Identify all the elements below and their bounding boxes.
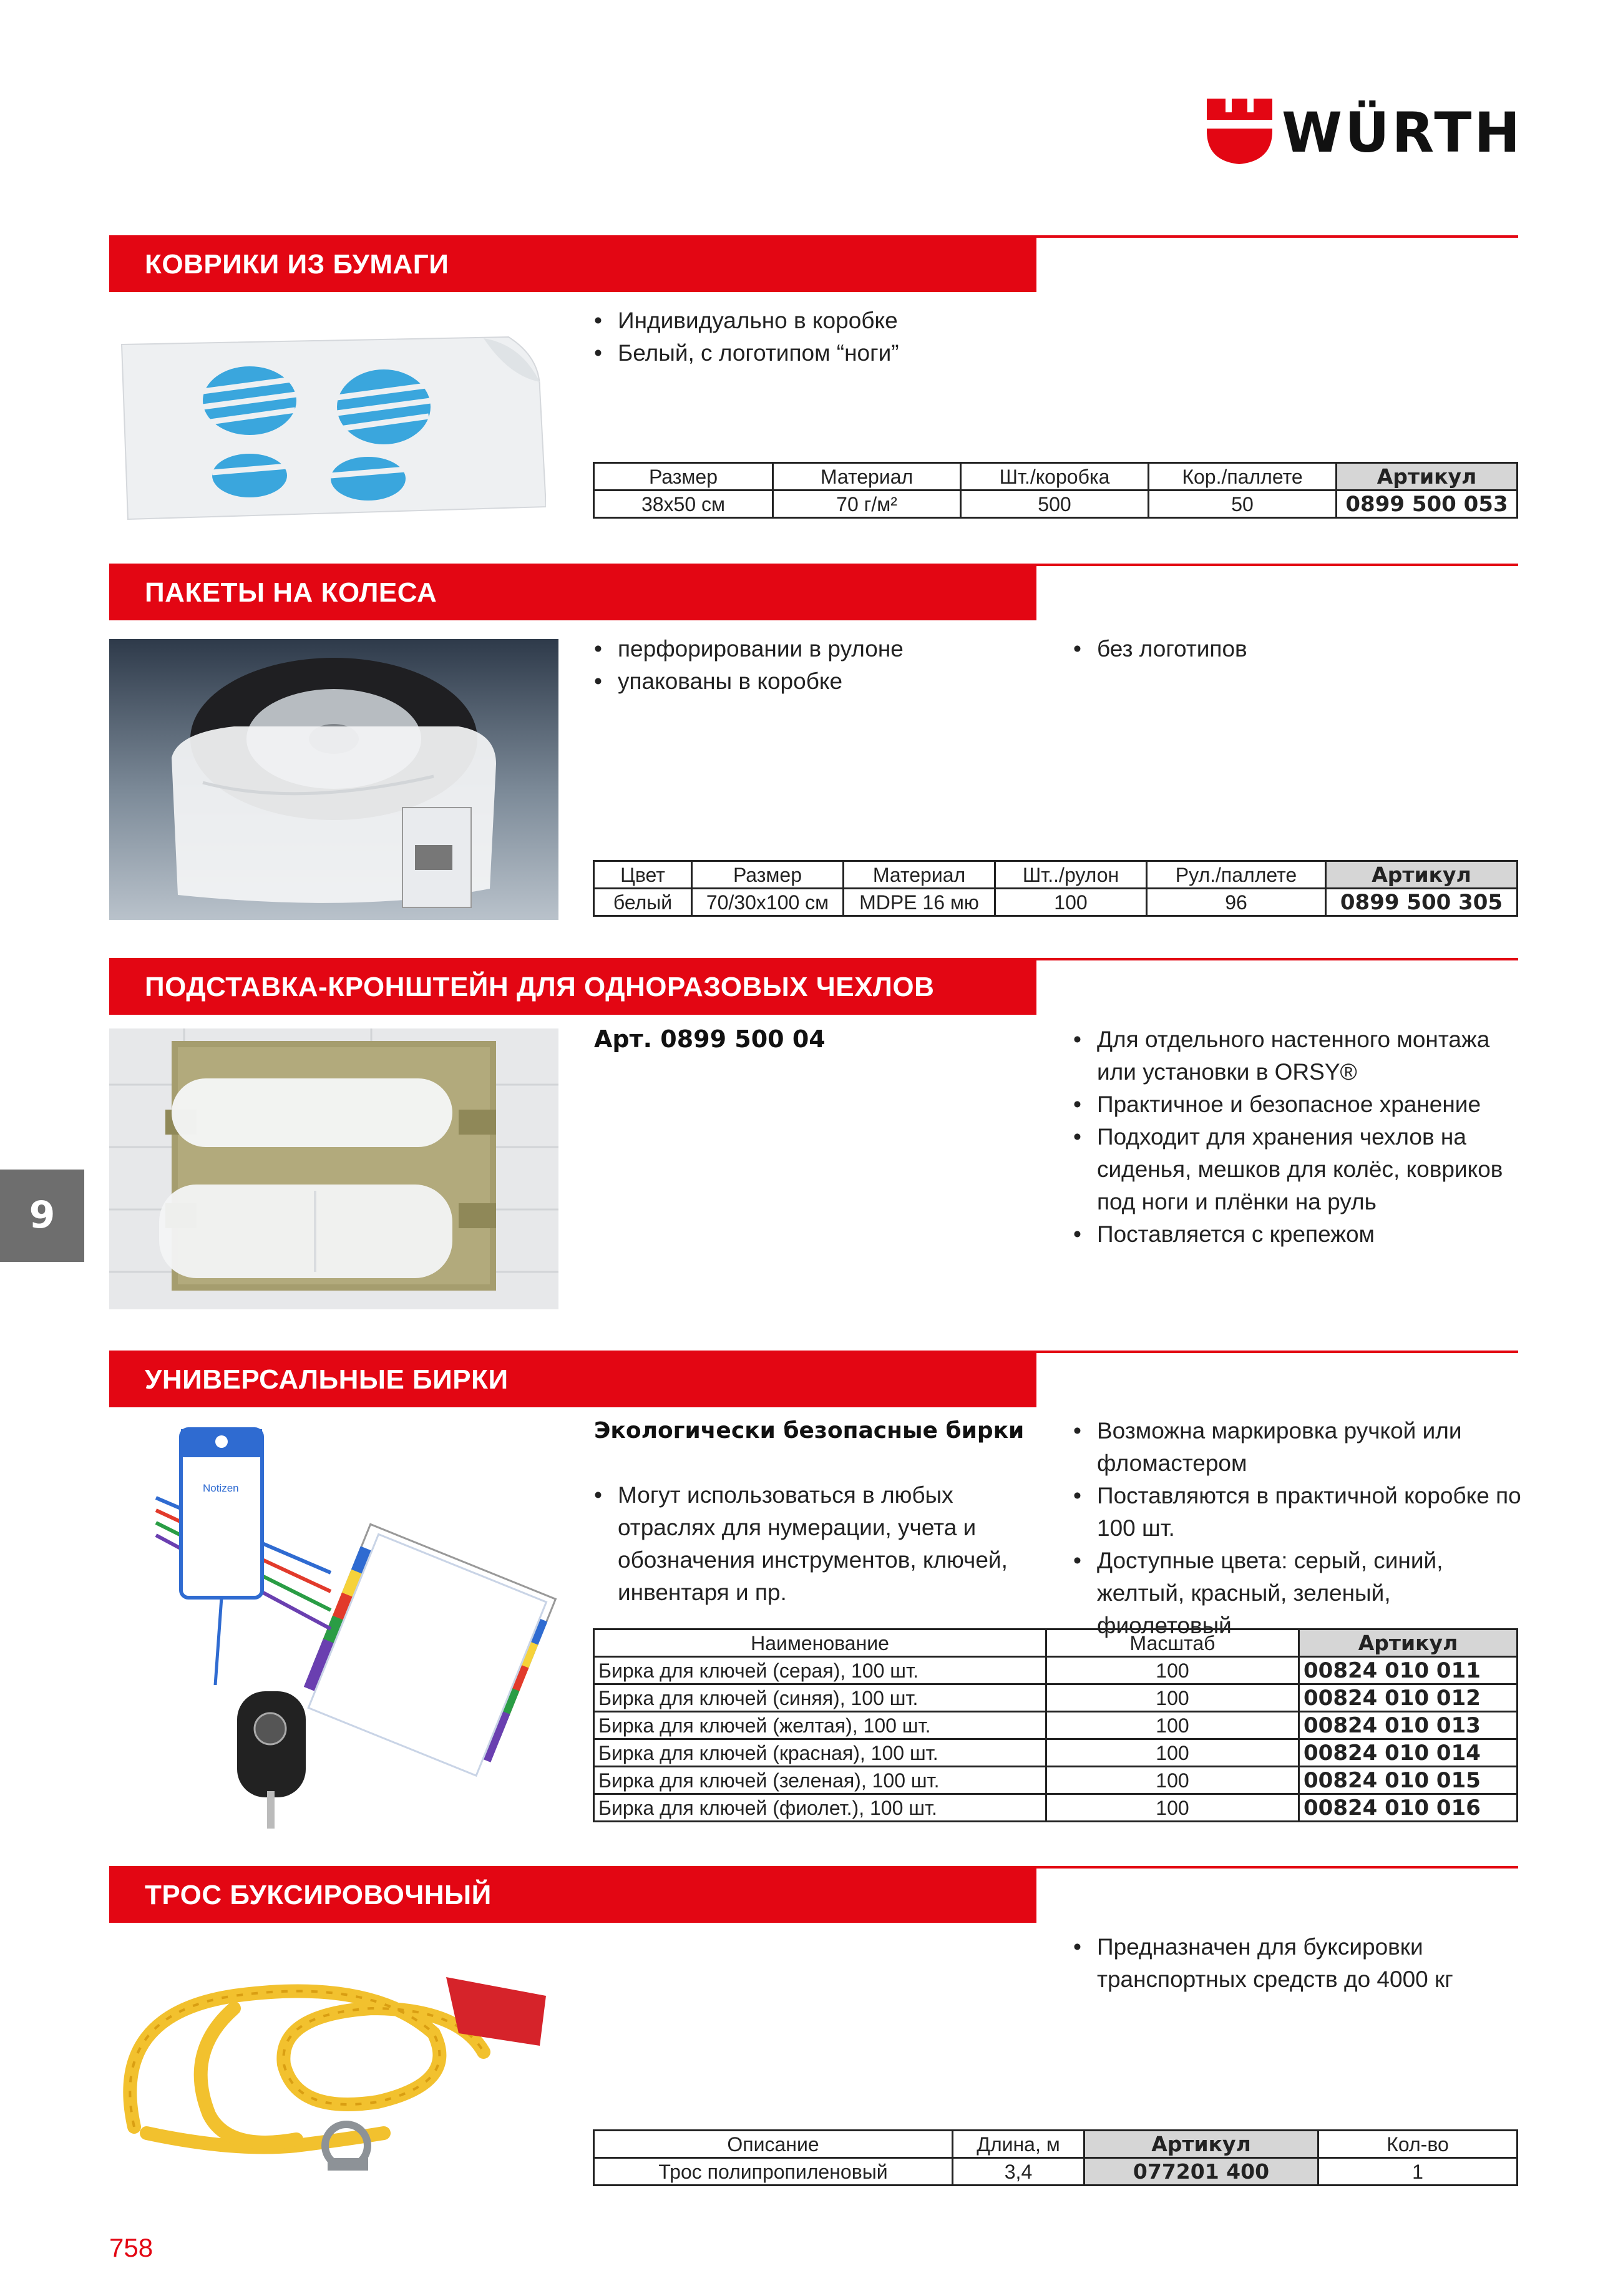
article-number: 00824 010 015 [1299, 1767, 1518, 1794]
bullet-item: • Для отдельного настенного монтажа или установки в ORSY® [1073, 1023, 1523, 1088]
table-row [594, 1739, 1518, 1767]
bullet-item: • без логотипов [1073, 633, 1510, 665]
table-row [594, 2158, 1518, 2186]
table-cell: 100 [1046, 1712, 1299, 1739]
section-title: УНИВЕРСАЛЬНЫЕ БИРКИ [145, 1364, 509, 1395]
table-header: Масштаб [1046, 1629, 1299, 1657]
table-header: Цвет [594, 861, 692, 889]
tag-label-text: Notizen [203, 1482, 239, 1494]
tags-bullets-left [594, 1479, 1031, 1609]
table-header: Размер [692, 861, 844, 889]
table-row [594, 1684, 1518, 1712]
article-number: 077201 400 [1084, 2158, 1318, 2186]
bullet-item: • Возможна маркировка ручкой или фломастером [1073, 1415, 1523, 1480]
table-cell: 50 [1149, 491, 1337, 518]
table-cell: белый [594, 889, 692, 916]
bullet-item: • Индивидуально в коробке [594, 305, 1031, 337]
article-number: 00824 010 013 [1299, 1712, 1518, 1739]
table-header-article: Артикул [1326, 861, 1518, 889]
table-cell: Трос полипропиленовый [594, 2158, 953, 2186]
table-header-row [594, 1629, 1518, 1657]
rope-bullets [1073, 1931, 1510, 1996]
bags-table [593, 860, 1518, 917]
table-header: Длина, м [953, 2131, 1084, 2158]
table-cell: MDPE 16 мю [844, 889, 995, 916]
table-cell: 100 [1046, 1767, 1299, 1794]
table-header-article: Артикул [1337, 463, 1518, 491]
tags-table [593, 1628, 1518, 1822]
rope-table [593, 2129, 1518, 2186]
bags-bullets-left [594, 633, 1031, 698]
tags-bullets-right [1073, 1415, 1523, 1642]
bullet-item: • Могут использоваться в любых отраслях для нумерации, учета и обозначения инструментов, ключей, инвентаря и пр. [594, 1479, 1031, 1609]
article-number: 00824 010 016 [1299, 1794, 1518, 1822]
bullet-item: • Предназначен для буксировки транспортных средств до 4000 кг [1073, 1931, 1510, 1996]
table-row [594, 1767, 1518, 1794]
table-header-article: Артикул [1299, 1629, 1518, 1657]
table-header: Рул./паллете [1147, 861, 1326, 889]
table-cell: 500 [961, 491, 1149, 518]
key-tags-image [144, 1417, 568, 1829]
wurth-logo [1207, 99, 1523, 165]
bullet-item: • Практичное и безопасное хранение [1073, 1088, 1523, 1121]
section-title: КОВРИКИ ИЗ БУМАГИ [145, 249, 449, 280]
tags-subtitle: Экологически безопасные бирки [594, 1418, 1025, 1444]
table-header: Описание [594, 2131, 953, 2158]
mats-table [593, 462, 1518, 519]
table-row [594, 889, 1518, 916]
table-cell: Бирка для ключей (серая), 100 шт. [594, 1657, 1046, 1684]
table-cell: 100 [995, 889, 1147, 916]
mats-bullets [594, 305, 1031, 369]
bracket-stand-image [109, 1028, 558, 1309]
bullet-item: • Поставляются в практичной коробке по 100 шт. [1073, 1480, 1523, 1545]
table-header: Размер [594, 463, 773, 491]
section-header-tags [109, 1351, 1036, 1407]
section-header-stand [109, 959, 1036, 1015]
table-cell: Бирка для ключей (зеленая), 100 шт. [594, 1767, 1046, 1794]
section-title: ТРОС БУКСИРОВОЧНЫЙ [145, 1880, 492, 1910]
tyre-bag-image [109, 639, 558, 920]
table-header: Материал [844, 861, 995, 889]
page-number: 758 [109, 2233, 154, 2262]
table-cell: 100 [1046, 1684, 1299, 1712]
table-cell: 70/30x100 см [692, 889, 844, 916]
bullet-item: • Подходит для хранения чехлов на сиденья, мешков для колёс, ковриков под ноги и плёнки на руль [1073, 1121, 1523, 1218]
bullet-item: • Белый, с логотипом “ноги” [594, 337, 1031, 369]
table-header-row [594, 2131, 1518, 2158]
table-header-row [594, 861, 1518, 889]
table-cell: 100 [1046, 1657, 1299, 1684]
table-cell: 1 [1318, 2158, 1518, 2186]
table-header: Шт./коробка [961, 463, 1149, 491]
bullet-item: • упакованы в коробке [594, 665, 1031, 698]
table-header: Шт../рулон [995, 861, 1147, 889]
section-title: ПАКЕТЫ НА КОЛЕСА [145, 577, 437, 608]
table-row [594, 491, 1518, 518]
article-number: 00824 010 012 [1299, 1684, 1518, 1712]
section-header-bags [109, 564, 1036, 620]
table-cell: 38x50 см [594, 491, 773, 518]
table-cell: 96 [1147, 889, 1326, 916]
table-cell: Бирка для ключей (красная), 100 шт. [594, 1739, 1046, 1767]
table-header-article: Артикул [1084, 2131, 1318, 2158]
article-number: 0899 500 053 [1337, 491, 1518, 518]
article-number: 00824 010 014 [1299, 1739, 1518, 1767]
table-header: Кол-во [1318, 2131, 1518, 2158]
table-cell: Бирка для ключей (фиолет.), 100 шт. [594, 1794, 1046, 1822]
bullet-item: • Поставляется с крепежом [1073, 1218, 1523, 1251]
table-cell: Бирка для ключей (желтая), 100 шт. [594, 1712, 1046, 1739]
paper-mat-image [109, 332, 546, 525]
article-number: 00824 010 011 [1299, 1657, 1518, 1684]
section-title: ПОДСТАВКА-КРОНШТЕЙН ДЛЯ ОДНОРАЗОВЫХ ЧЕХЛОВ [145, 972, 935, 1002]
table-header: Кор./паллете [1149, 463, 1337, 491]
table-row [594, 1657, 1518, 1684]
table-cell: 70 г/м² [773, 491, 961, 518]
section-header-mats [109, 236, 1036, 292]
tow-rope-image [109, 1940, 558, 2189]
table-row [594, 1794, 1518, 1822]
table-header: Материал [773, 463, 961, 491]
article-number: 0899 500 305 [1326, 889, 1518, 916]
table-cell: 100 [1046, 1794, 1299, 1822]
stand-bullets [1073, 1023, 1523, 1251]
table-header-row [594, 463, 1518, 491]
table-cell: 3,4 [953, 2158, 1084, 2186]
bullet-item: • перфорировании в рулоне [594, 633, 1031, 665]
logo-text: WÜRTH [1282, 100, 1523, 165]
bullet-item: • Доступные цвета: серый, синий, желтый, красный, зеленый, фиолетовый [1073, 1545, 1523, 1642]
table-header: Наименование [594, 1629, 1046, 1657]
table-cell: 100 [1046, 1739, 1299, 1767]
chapter-tab [0, 1170, 84, 1262]
stand-article: Арт. 0899 500 04 [594, 1025, 826, 1053]
table-cell: Бирка для ключей (синяя), 100 шт. [594, 1684, 1046, 1712]
section-header-rope [109, 1867, 1036, 1923]
chapter-number: 9 [29, 1193, 56, 1237]
table-row [594, 1712, 1518, 1739]
bags-bullets-right [1073, 633, 1510, 665]
wurth-logo-mark-icon [1207, 99, 1272, 164]
